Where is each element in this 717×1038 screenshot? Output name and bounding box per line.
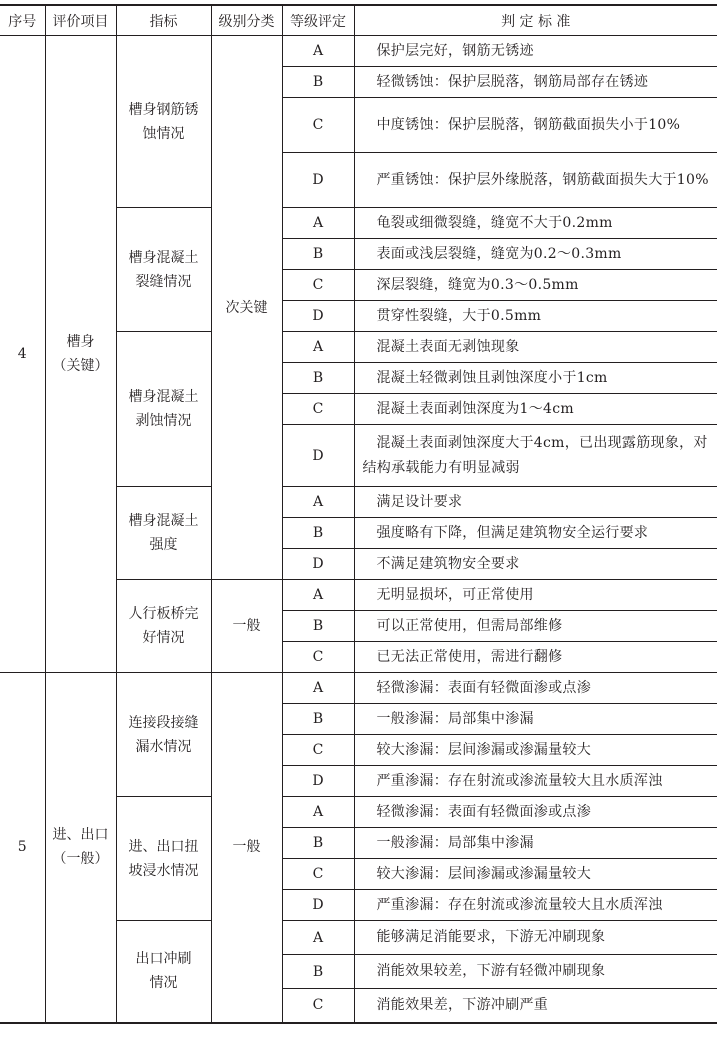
evaluation-item-cell <box>45 36 116 673</box>
criteria-text: 混凝土表面无剥蚀现象 <box>376 338 520 355</box>
criteria-text: 表面或浅层裂缝，缝宽为0.2～0.3mm <box>376 245 622 262</box>
criteria-cell <box>354 890 717 921</box>
criteria-cell <box>354 766 717 797</box>
grade-cell: A <box>282 797 354 828</box>
grade-cell: A <box>282 673 354 704</box>
criteria-cell <box>354 153 717 208</box>
table-row <box>0 36 717 67</box>
criteria-text: 龟裂或细微裂缝，缝宽不大于0.2mm <box>376 214 613 231</box>
criteria-cell <box>354 642 717 673</box>
criteria-text: 贯穿性裂缝，大于0.5mm <box>376 307 542 324</box>
criteria-cell <box>354 98 717 153</box>
classification-cell: 次关键 <box>211 36 282 580</box>
criteria-cell <box>354 828 717 859</box>
header-criteria: 判 定 标 准 <box>354 5 717 36</box>
criteria-cell <box>354 580 717 611</box>
criteria-text: 严重渗漏：存在射流或渗流量较大且水质浑浊 <box>376 896 663 913</box>
criteria-cell <box>354 239 717 270</box>
indicator-text: 槽身混凝土裂缝情况 <box>128 249 199 290</box>
grade-cell: C <box>282 270 354 301</box>
criteria-cell <box>354 67 717 98</box>
criteria-text: 强度略有下降，但满足建筑物安全运行要求 <box>376 524 649 541</box>
criteria-text: 已无法正常使用，需进行翻修 <box>376 648 563 665</box>
grade-cell: A <box>282 921 354 955</box>
grade-cell: A <box>282 487 354 518</box>
grade-cell: B <box>282 239 354 270</box>
indicator-cell <box>116 673 211 797</box>
criteria-text: 轻微渗漏：表面有轻微面渗或点渗 <box>376 679 591 696</box>
criteria-cell <box>354 332 717 363</box>
criteria-cell <box>354 270 717 301</box>
criteria-cell <box>354 989 717 1023</box>
grade-cell: B <box>282 363 354 394</box>
table-row <box>0 673 717 704</box>
criteria-text: 可以正常使用，但需局部维修 <box>376 617 563 634</box>
evaluation-item-level: （一般） <box>52 851 109 868</box>
evaluation-item-level: （关键） <box>52 358 109 374</box>
grade-cell: D <box>282 890 354 921</box>
criteria-text: 严重锈蚀：保护层外缘脱落，钢筋截面损失大于10% <box>376 171 709 188</box>
header-grade: 等级评定 <box>282 5 354 36</box>
grade-cell: A <box>282 580 354 611</box>
grade-cell: B <box>282 611 354 642</box>
indicator-cell <box>116 208 211 332</box>
criteria-text: 轻微渗漏：表面有轻微面渗或点渗 <box>376 803 591 820</box>
indicator-text: 连接段接缝漏水情况 <box>128 714 199 755</box>
evaluation-item-name: 槽身 <box>66 334 95 350</box>
criteria-text: 混凝土表面剥蚀深度大于4cm，已出现露筋现象，对结构承载能力有明显减弱 <box>362 434 708 476</box>
criteria-text: 保护层完好，钢筋无锈迹 <box>376 42 534 59</box>
grade-cell: C <box>282 859 354 890</box>
criteria-text: 无明显损坏，可正常使用 <box>376 586 534 603</box>
criteria-cell <box>354 735 717 766</box>
grade-cell: D <box>282 153 354 208</box>
evaluation-item-cell <box>45 673 116 1023</box>
criteria-text: 深层裂缝，缝宽为0.3～0.5mm <box>376 276 579 293</box>
grade-cell: B <box>282 67 354 98</box>
criteria-cell <box>354 611 717 642</box>
criteria-text: 能够满足消能要求，下游无冲刷现象 <box>376 929 606 945</box>
criteria-cell <box>354 301 717 332</box>
criteria-text: 较大渗漏：层间渗漏或渗漏量较大 <box>376 865 591 882</box>
indicator-cell <box>116 487 211 580</box>
criteria-cell <box>354 704 717 735</box>
criteria-cell <box>354 518 717 549</box>
grade-cell: A <box>282 332 354 363</box>
criteria-cell <box>354 921 717 955</box>
classification-cell: 一般 <box>211 673 282 1023</box>
criteria-text: 一般渗漏：局部集中渗漏 <box>376 834 534 851</box>
criteria-cell <box>354 955 717 989</box>
indicator-text: 人行板桥完好情况 <box>128 606 199 646</box>
header-classification: 级别分类 <box>211 5 282 36</box>
criteria-text: 较大渗漏：层间渗漏或渗漏量较大 <box>376 741 591 758</box>
grade-cell: D <box>282 766 354 797</box>
grade-cell: C <box>282 989 354 1023</box>
grade-cell: D <box>282 549 354 580</box>
classification-cell: 一般 <box>211 580 282 673</box>
header-item: 评价项目 <box>45 5 116 36</box>
grade-cell: C <box>282 98 354 153</box>
criteria-text: 中度锈蚀：保护层脱落，钢筋截面损失小于10% <box>376 116 681 133</box>
grade-cell: A <box>282 36 354 67</box>
grade-cell: C <box>282 642 354 673</box>
grade-cell: B <box>282 955 354 989</box>
criteria-cell <box>354 425 717 487</box>
evaluation-criteria-table <box>0 4 717 1024</box>
grade-cell: A <box>282 208 354 239</box>
table-body <box>0 36 717 1023</box>
indicator-text: 槽身钢筋锈蚀情况 <box>128 101 199 142</box>
criteria-text: 严重渗漏：存在射流或渗流量较大且水质浑浊 <box>376 772 663 789</box>
criteria-text: 混凝土表面剥蚀深度为1～4cm <box>376 400 574 417</box>
indicator-text: 槽身混凝土强度 <box>128 513 199 553</box>
evaluation-item-name: 进、出口 <box>52 827 109 844</box>
criteria-cell <box>354 208 717 239</box>
indicator-cell <box>116 332 211 487</box>
criteria-text: 满足设计要求 <box>376 493 463 510</box>
criteria-cell <box>354 487 717 518</box>
criteria-cell <box>354 363 717 394</box>
indicator-cell <box>116 921 211 1023</box>
criteria-text: 混凝土轻微剥蚀且剥蚀深度小于1cm <box>376 369 608 386</box>
grade-cell: B <box>282 828 354 859</box>
grade-cell: D <box>282 425 354 487</box>
grade-cell: B <box>282 518 354 549</box>
grade-cell: C <box>282 735 354 766</box>
criteria-cell <box>354 859 717 890</box>
indicator-text: 出口冲刷情况 <box>135 951 192 992</box>
criteria-text: 轻微锈蚀：保护层脱落，钢筋局部存在锈迹 <box>376 73 649 90</box>
grade-cell: D <box>282 301 354 332</box>
evaluation-table-container <box>0 4 717 1024</box>
criteria-cell <box>354 797 717 828</box>
criteria-text: 一般渗漏：局部集中渗漏 <box>376 710 534 727</box>
seq-cell: 5 <box>0 673 45 1023</box>
indicator-cell <box>116 797 211 921</box>
indicator-cell <box>116 580 211 673</box>
indicator-text: 进、出口扭坡浸水情况 <box>128 838 199 879</box>
indicator-text: 槽身混凝土剥蚀情况 <box>128 389 199 429</box>
indicator-cell <box>116 36 211 208</box>
criteria-text: 不满足建筑物安全要求 <box>376 555 520 572</box>
header-seq: 序号 <box>0 5 45 36</box>
criteria-text: 消能效果较差，下游有轻微冲刷现象 <box>376 963 606 979</box>
criteria-cell <box>354 673 717 704</box>
criteria-cell <box>354 549 717 580</box>
criteria-cell <box>354 36 717 67</box>
header-indicator: 指标 <box>116 5 211 36</box>
seq-cell: 4 <box>0 36 45 673</box>
table-header-row <box>0 5 717 36</box>
criteria-text: 消能效果差，下游冲刷严重 <box>376 996 549 1013</box>
grade-cell: C <box>282 394 354 425</box>
criteria-cell <box>354 394 717 425</box>
grade-cell: B <box>282 704 354 735</box>
